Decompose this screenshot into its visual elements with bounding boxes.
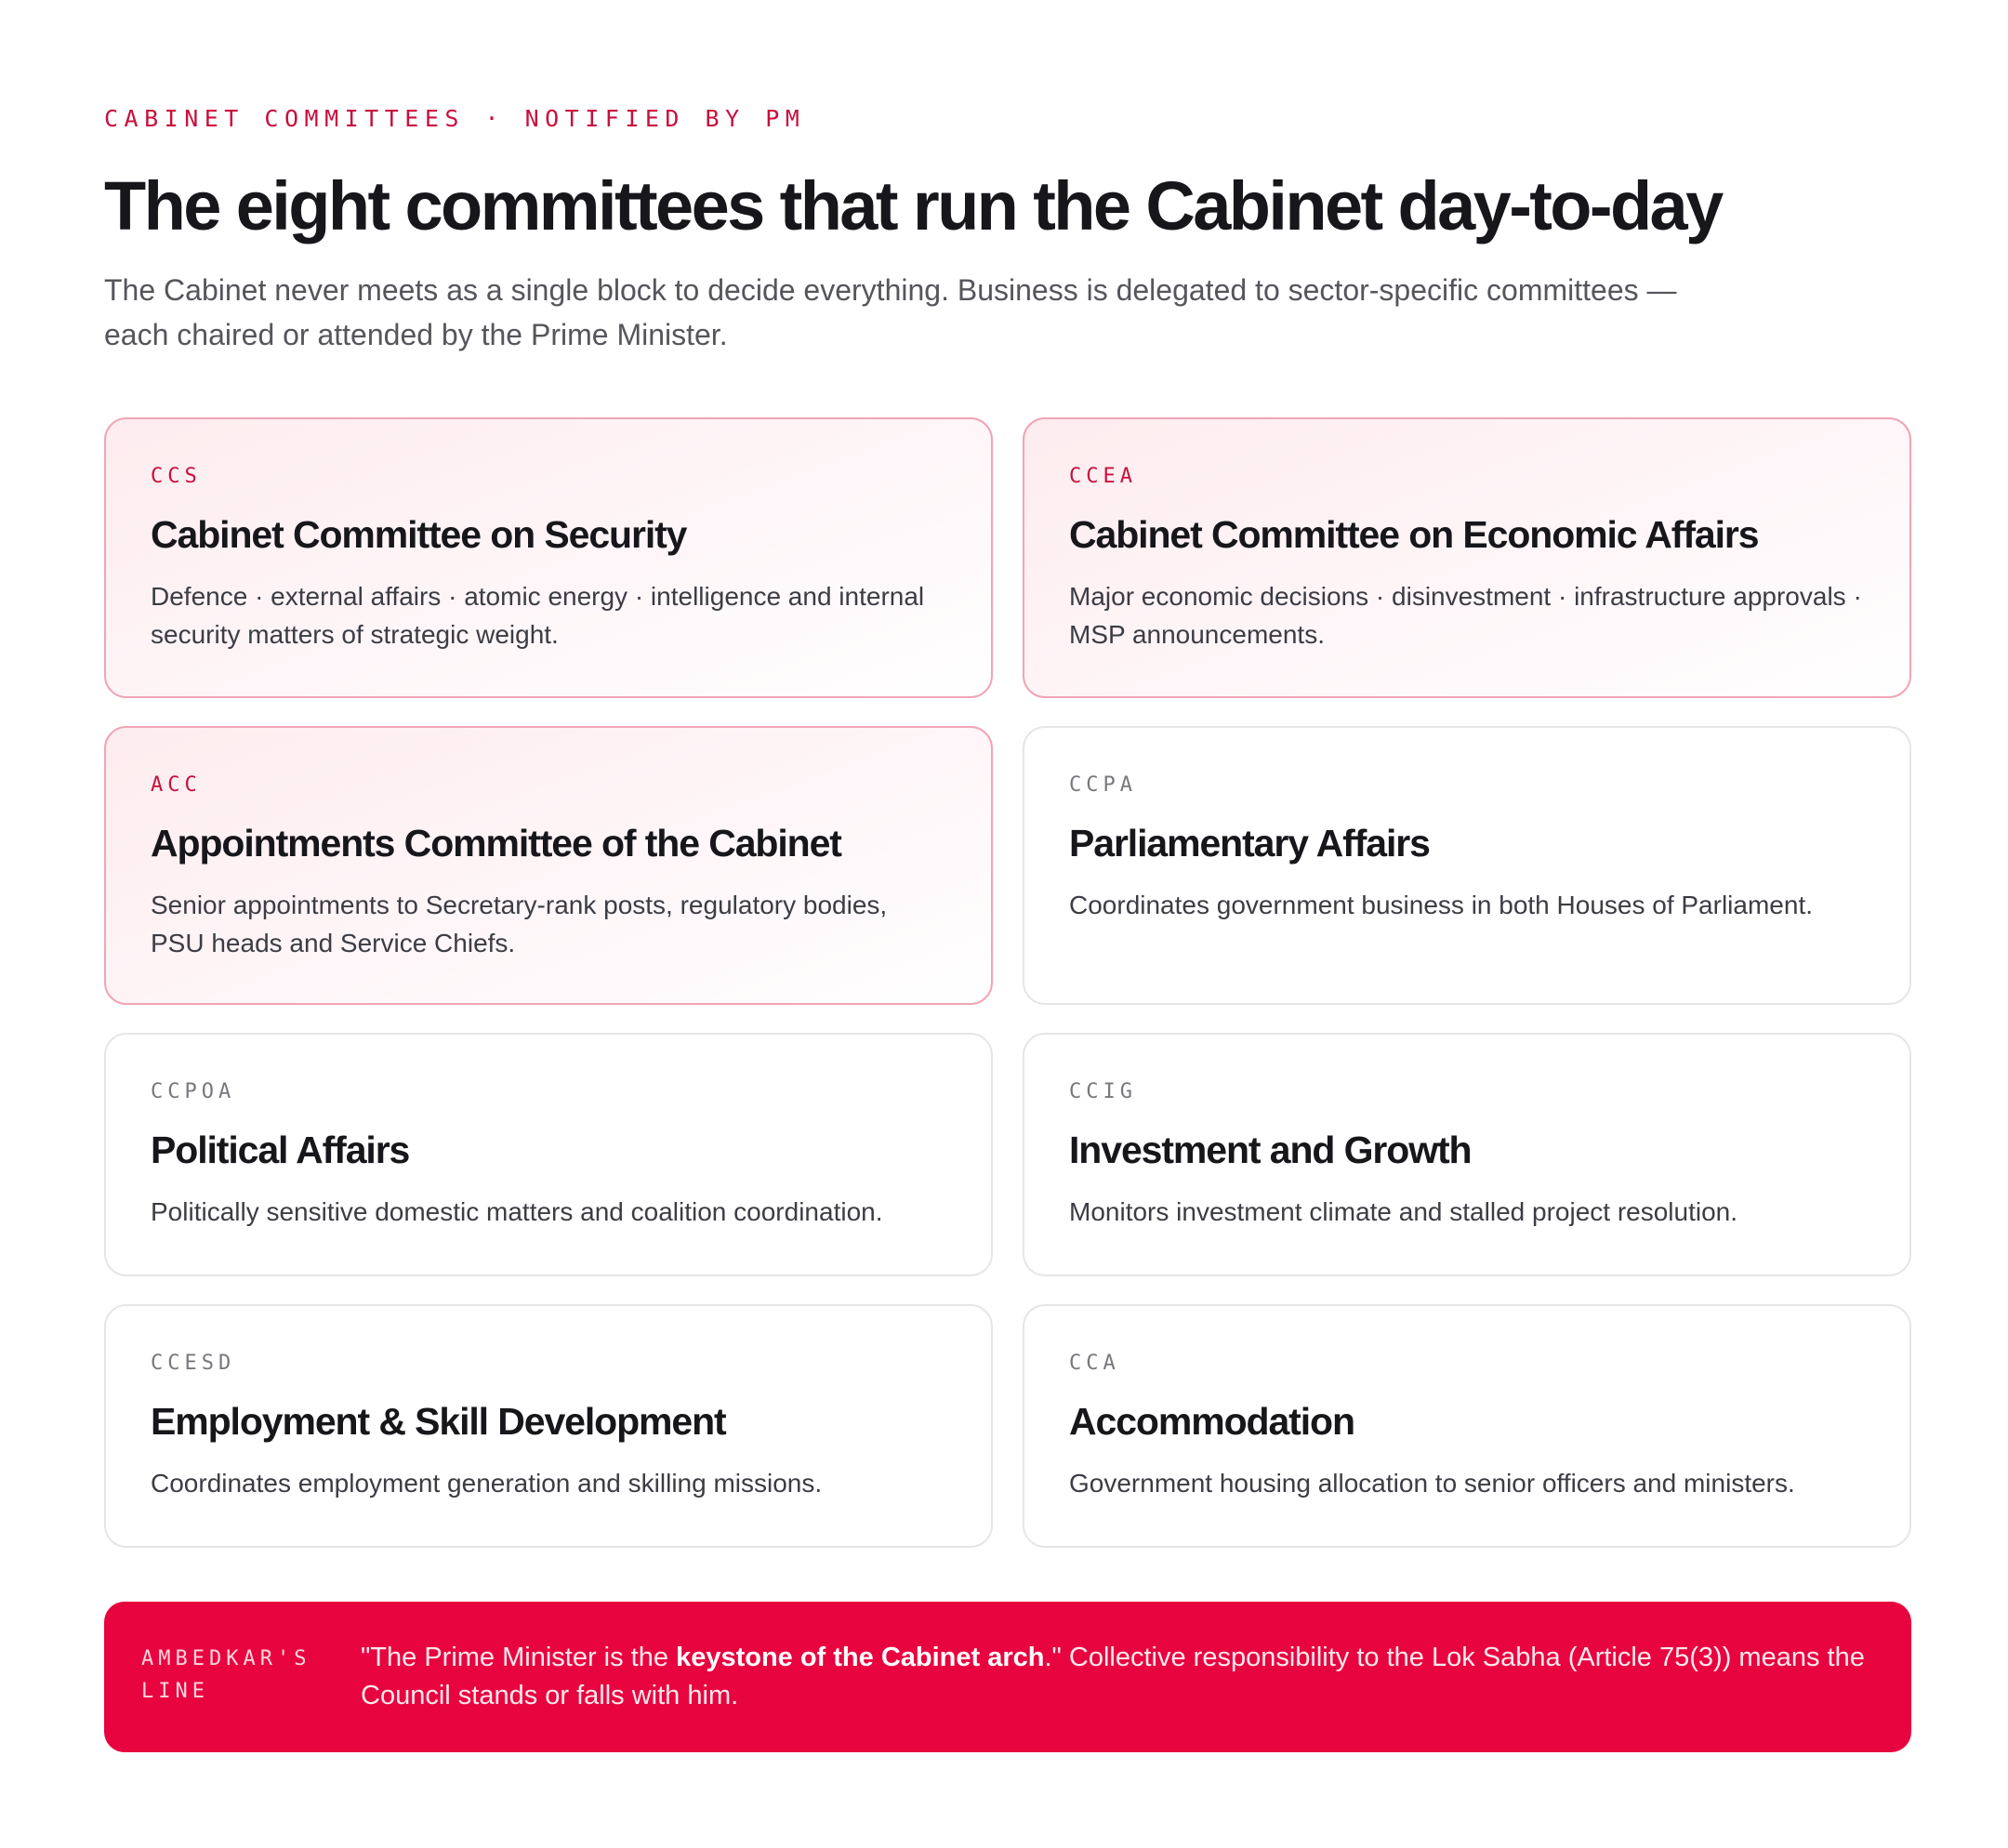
quote-text-lead: "The Prime Minister is the (361, 1643, 677, 1672)
committee-code: CCESD (151, 1352, 236, 1375)
committee-grid (104, 417, 1911, 1548)
committee-card-ccea (1023, 417, 1911, 698)
committee-name: Employment & Skill Development (151, 1400, 726, 1443)
committee-name: Investment and Growth (1069, 1129, 1472, 1171)
committee-description: Coordinates government business in both Houses of Parliament. (1069, 891, 1813, 919)
committee-card-ccpoa (104, 1033, 993, 1276)
committee-description: Coordinates employment generation and skilling missions. (151, 1469, 823, 1498)
committee-description: Defence · external affairs · atomic energy · intelligence and internal security matters of strategic weight. (151, 582, 925, 649)
quote-callout (104, 1602, 1911, 1752)
committee-card-ccig (1023, 1033, 1911, 1276)
quote-emphasis: keystone of the Cabinet arch (676, 1643, 1045, 1672)
committee-name: Parliamentary Affairs (1069, 822, 1430, 865)
committee-card-cca (1023, 1304, 1911, 1548)
committee-description: Major economic decisions · disinvestment · infrastructure approvals · MSP announcements. (1069, 582, 1862, 649)
quote-text (361, 1639, 1874, 1715)
committee-code: CCEA (1069, 465, 1137, 488)
committee-card-ccesd (104, 1304, 993, 1548)
committee-name: Appointments Committee of the Cabinet (151, 822, 841, 865)
committee-card-ccpa (1023, 726, 1911, 1005)
quote-label: AMBEDKAR'S LINE (141, 1647, 311, 1703)
committee-code: ACC (151, 773, 202, 797)
committee-card-acc (104, 726, 993, 1005)
committee-description: Monitors investment climate and stalled project resolution. (1069, 1197, 1738, 1226)
committee-description: Senior appointments to Secretary-rank posts, regulatory bodies, PSU heads and Service Chiefs. (151, 891, 888, 957)
committee-name: Cabinet Committee on Security (151, 513, 687, 556)
committee-description: Government housing allocation to senior officers and ministers. (1069, 1469, 1795, 1498)
page-title: The eight committees that run the Cabinet day-to-day (104, 167, 1722, 244)
committee-code: CCPOA (151, 1080, 236, 1103)
eyebrow-label: CABINET COMMITTEES · NOTIFIED BY PM (104, 105, 806, 132)
committee-name: Cabinet Committee on Economic Affairs (1069, 513, 1759, 556)
committee-description: Politically sensitive domestic matters and coalition coordination. (151, 1197, 883, 1226)
page-subtitle: The Cabinet never meets as a single block to decide everything. Business is delegated to sector-specific committees — each chaired or attended by the Prime Minister. (104, 273, 1677, 351)
committee-code: CCPA (1069, 773, 1137, 797)
quote-text-tail: ." Collective responsibility to the Lok Sabha (Article 75(3)) means the Council stands or falls with him. (361, 1643, 1865, 1710)
committee-code: CCIG (1069, 1080, 1137, 1103)
committee-code: CCA (1069, 1352, 1120, 1375)
committee-card-ccs (104, 417, 993, 698)
committee-code: CCS (151, 465, 202, 488)
committee-name: Political Affairs (151, 1129, 410, 1171)
committee-name: Accommodation (1069, 1400, 1354, 1443)
